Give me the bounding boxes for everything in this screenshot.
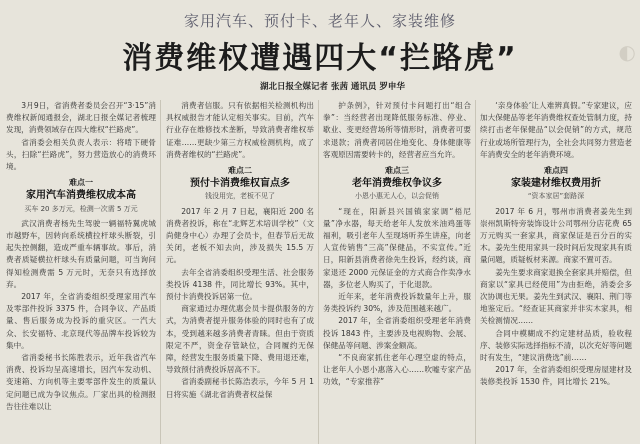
section-heading	[480, 165, 632, 203]
column-divider	[475, 100, 476, 444]
paragraph: 省消委会相关负责人表示：将啃下硬骨头，扫除“拦路虎”，努力营造放心的消费环境。	[6, 137, 156, 172]
section-number: 难点一	[69, 178, 93, 188]
column-4	[480, 100, 632, 444]
section-title: 家用汽车消费维权成本高	[26, 190, 136, 202]
kicker: 家用汽车、预付卡、老年人、家装维修	[183, 12, 456, 30]
section-subtitle: 钱没用完，老板不见了	[205, 192, 275, 201]
byline: 湖北日报全媒记者 张茜 通讯员 罗申华	[260, 82, 405, 92]
paragraph: 省消委副秘书长陈浩表示，今年 5 月 1 日将实施《湖北省消费者权益保	[166, 377, 314, 399]
paragraph: 合同中模糊成不约定建材品质，验收程序、装修实际选择指标不清，以次充好等问题时有发生，“建议消费选”前……	[480, 328, 632, 363]
section-heading	[166, 165, 314, 203]
section-number: 难点四	[544, 166, 568, 176]
column-divider	[160, 100, 161, 444]
paragraph: “现在，阳新县兴国镇家家调“梧尼量”净水器，每天给老年人发放米油鸡蛋等福利，吸引老年人至现场听养生讲座，向老人宣传销售“三高”保健品，不实宣传。”近日，阳新县消费者徐先生投诉，经约谈，商家退还 2000 元保证金的方式商合作卖净水器，多位老人购买了，于化退款。	[323, 206, 471, 289]
section-number: 难点三	[385, 166, 409, 176]
section-subtitle: 买车 20 多万元，检测一次需 5 万元	[24, 204, 138, 213]
paragraph: 2017 年，全省消委组织受理家用汽车及零部件投诉 3375 件，合同争议、产品质量、售后服务成为投诉的重灾区。一汽大众、长安福特、北京现代等品牌车投诉较为集中。	[6, 292, 156, 350]
section-title: 预付卡消费维权盲点多	[190, 178, 290, 190]
paragraph: 商家通过办理优惠会员卡提供服务的方式，为消费者提升服务体验的同时也有了成本，受到越来越多消费者青睐。但由于资质限定不严，资金存管缺位，合同履约无保障，经营发生服务质量下降、费用退还难，导致预付消费投诉居高不下。	[166, 304, 314, 375]
paragraph: 近年来，老年消费投诉数量年上升，服务类投诉约 30%，涉及范围越来越广。	[323, 292, 471, 314]
paragraph: 护条例》，针对预付卡问题打出“组合拳”：当经营者出现降低服务标准、停业、歇业、变更经营场所等情形时，消费者可要求退款；消费者同居住地变化、身体健康等客观原因需要转卡的，经营者应当允许。	[323, 101, 471, 159]
watermark: ◐	[618, 40, 636, 64]
section-subtitle: “资本家居”套路深	[527, 192, 585, 201]
section-number: 难点二	[228, 166, 252, 176]
paragraph: 去年全省消委组织受理生活、社会服务类投诉 4138 件，同比增长 93%。其中，预付卡消费投诉居第一位。	[166, 267, 314, 302]
column-divider	[318, 100, 319, 444]
section-heading	[323, 165, 471, 203]
paragraph: 2017 年，全省消委组织受理老年消费投诉 1843 件，主要涉及电视购物、会展、保健品等问题、涉案金额高。	[323, 316, 471, 350]
column-1	[6, 100, 156, 444]
section-subtitle: 小恩小惠无人心，以会促销	[355, 192, 439, 201]
paragraph: 2017 年，全省消委组织受理房屋建材及装修类投诉 1530 件，同比增长 21%。	[480, 365, 632, 387]
paragraph: 2017 年 6 月，鄂州市消费者姜先生到崇州凯斯特旁装饰设计公司鄂州分店花费 65 万元购买一套家具，商家保证是百分百的实木。姜先生使用家具一段时间后发现家具有质量问题，质疑板材来源。商家不置可否。	[480, 206, 632, 265]
headline: 消费维权遭遇四大“拦路虎”	[122, 41, 518, 76]
paragraph: 消费者信服。只有依据相关检测机构出具权威报告才能认定相关事实。目前，汽车行业存在维修技术垄断，导致消费者维权举证难……更缺少第三方权威检测机构，成了消费者维权的“拦路虎”。	[166, 101, 314, 159]
paragraph: 3月9日，省消费者委员会召开“3·15”消费维权新闻通报会，湖北日报全媒记者梳理发现，消费领域存在四大维权“拦路虎”。	[6, 101, 156, 135]
paragraph: 省消委秘书长陈胜表示，近年我省汽车消费、投诉均呈高速增长，因汽车发动机、变速箱、方向机等主要零部件发生的质量认定问题已成为争议焦点。厂家出具的检测报告往往难以让	[6, 353, 156, 411]
section-heading	[6, 177, 156, 215]
paragraph: “不良商家抓住老年心理空虚的特点，让老年人小恩小惠落入心……吹嘘专家产品功效，“专家推荐”	[323, 353, 471, 387]
column-3	[323, 100, 471, 444]
section-title: 老年消费维权争议多	[352, 178, 442, 190]
paragraph: 武汉消费者杨先生驾驶一辆福特翼虎城市越野车，因转向系统横拉杆球头断裂，引起失控侧翻，造成严重车辆事故。事后，消费者质疑横拉杆球头有质量问题，可当询问得知检测费需 5 万元时，无奈只有选择放弃。	[6, 218, 156, 289]
section-title: 家装建材维权费用折	[511, 178, 601, 190]
paragraph: 2017 年 2 月 7 日起，襄阳近 200 名消费者投诉，称在“北辉艺术培训学校”（文尚健身中心）办理了会员卡，但春节后无故关闭，老板不知去向，涉及损失 15.5 万元。	[166, 206, 314, 265]
paragraph: 姜先生要求商家退换全套家具并赔偿，但商家以“家具已经使用”为由拒绝，消委会多次协调也无果。姜先生到武汉、襄阳、荆门等地鉴定后。“经查证其商家并非实木家具，相关检测情况……	[480, 267, 632, 326]
column-2	[166, 100, 314, 444]
paragraph: ‘亲身体验’让人难辨真假。”专家建议，应加大保健品等老年消费维权查处管制力度，持续打击老年保健品“以会促销”的方式，规范行业或场所管理行为，全社会共同努力营造老年消费安全的老年消费环境。	[480, 101, 632, 159]
